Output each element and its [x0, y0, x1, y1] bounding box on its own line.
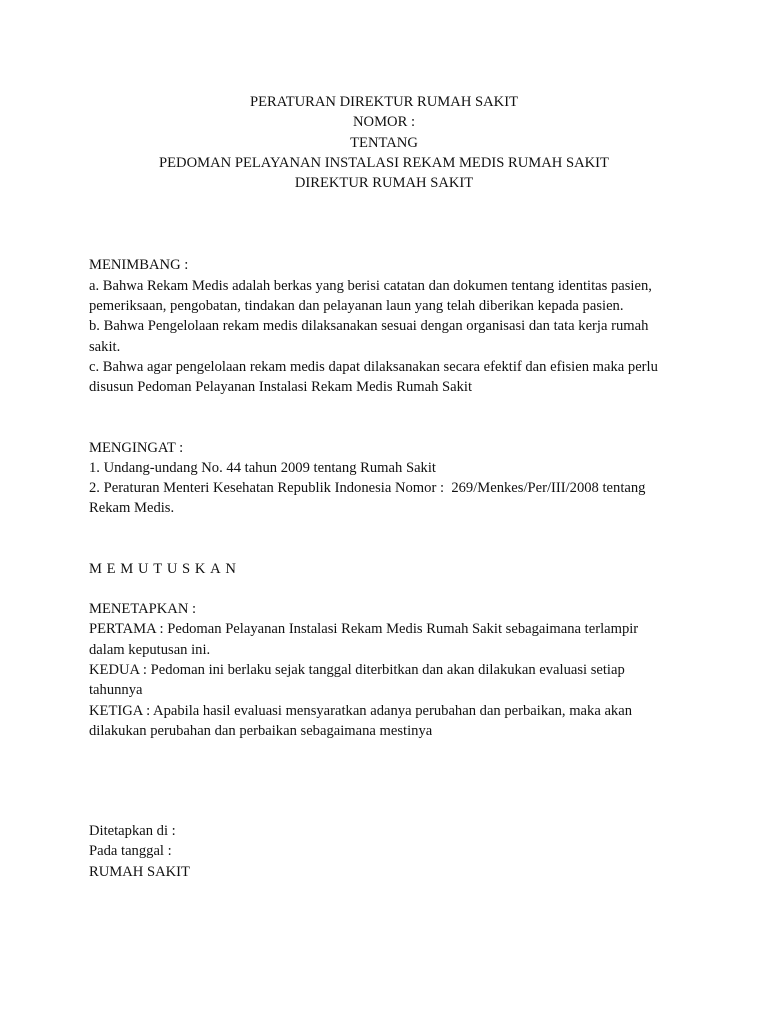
memutuskan-heading: MEMUTUSKAN — [89, 560, 241, 577]
menimbang-heading: MENIMBANG : — [89, 257, 189, 274]
signature-place: Ditetapkan di : — [89, 823, 176, 840]
menetapkan-ketiga-line2: dilakukan perubahan dan perbaikan sebagaimana mestinya — [89, 722, 433, 739]
memutuskan-section — [89, 559, 679, 579]
menetapkan-section — [89, 599, 679, 741]
regulation-title: PERATURAN DIREKTUR RUMAH SAKIT — [250, 94, 518, 110]
regulation-subject: PEDOMAN PELAYANAN INSTALASI REKAM MEDIS RUMAH SAKIT — [159, 154, 609, 171]
menetapkan-kedua-line2: tahunnya — [89, 682, 143, 699]
document-page — [89, 92, 679, 882]
menetapkan-kedua-line1: KEDUA : Pedoman ini berlaku sejak tanggal diterbitkan dan akan dilakukan evaluasi setiap — [89, 661, 625, 678]
mengingat-item-1: 1. Undang-undang No. 44 tahun 2009 tentang Rumah Sakit — [89, 459, 436, 476]
document-header — [89, 92, 679, 193]
menetapkan-pertama-line2: dalam keputusan ini. — [89, 641, 211, 658]
regulation-issuer: DIREKTUR RUMAH SAKIT — [294, 175, 474, 192]
menetapkan-heading: MENETAPKAN : — [89, 601, 197, 618]
menimbang-point-c-line1: c. Bahwa agar pengelolaan rekam medis dapat dilaksanakan secara efektif dan efisien maka perlu — [89, 358, 658, 375]
menimbang-point-a-line2: pemeriksaan, pengobatan, tindakan dan pelayanan laun yang telah diberikan kepada pasien. — [89, 298, 624, 315]
mengingat-item-2-line1: 2. Peraturan Menteri Kesehatan Republik Indonesia Nomor : 269/Menkes/Per/III/2008 tentang — [89, 480, 646, 497]
menimbang-point-b-line1: b. Bahwa Pengelolaan rekam medis dilaksanakan sesuai dengan organisasi dan tata kerja rumah — [89, 318, 649, 335]
mengingat-section — [89, 438, 679, 519]
mengingat-item-2-line2: Rekam Medis. — [89, 500, 175, 517]
menetapkan-pertama-line1: PERTAMA : Pedoman Pelayanan Instalasi Rekam Medis Rumah Sakit sebagaimana terlampir — [89, 621, 639, 638]
menimbang-point-c-line2: disusun Pedoman Pelayanan Instalasi Rekam Medis Rumah Sakit — [89, 379, 473, 396]
menimbang-point-b-line2: sakit. — [89, 338, 121, 355]
signature-block — [89, 821, 679, 882]
menimbang-point-a-line1: a. Bahwa Rekam Medis adalah berkas yang berisi catatan dan dokumen tentang identitas pasien, — [89, 277, 652, 294]
regulation-number: NOMOR : — [352, 114, 416, 131]
signature-organization: RUMAH SAKIT — [89, 863, 190, 880]
mengingat-heading: MENGINGAT : — [89, 439, 184, 456]
menimbang-section — [89, 255, 679, 397]
regulation-about-label: TENTANG — [350, 134, 418, 151]
signature-date: Pada tanggal : — [89, 843, 172, 860]
menetapkan-ketiga-line1: KETIGA : Apabila hasil evaluasi mensyaratkan adanya perubahan dan perbaikan, maka akan — [89, 702, 633, 719]
